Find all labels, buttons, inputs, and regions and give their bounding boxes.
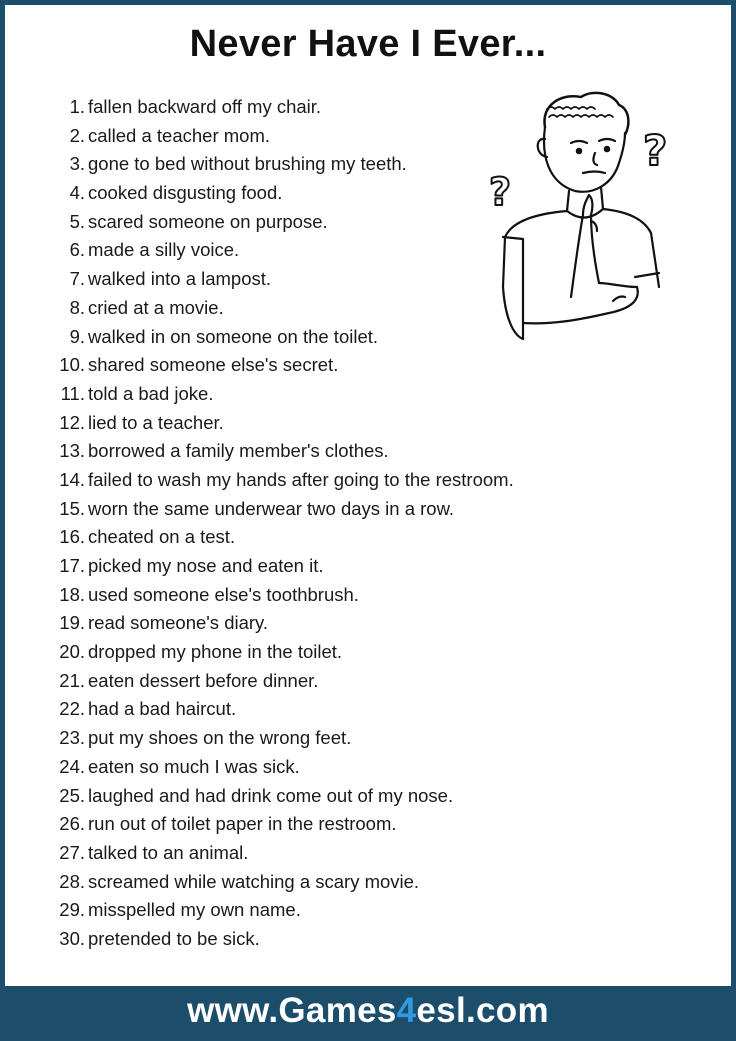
- item-number: 14.: [59, 468, 85, 490]
- item-text: eaten so much I was sick.: [88, 755, 300, 777]
- item-text: cheated on a test.: [88, 526, 236, 548]
- item-text: pretended to be sick.: [88, 927, 260, 949]
- item-number: 21.: [59, 669, 85, 691]
- item-number: 3.: [69, 153, 85, 175]
- item-text: run out of toilet paper in the restroom.: [88, 813, 397, 835]
- list-item: [45, 294, 514, 323]
- item-text: picked my nose and eaten it.: [88, 555, 324, 576]
- item-number: 17.: [59, 555, 85, 576]
- item-number: 10.: [59, 354, 85, 376]
- item-number: 28.: [59, 870, 85, 892]
- item-number: 7.: [69, 268, 85, 290]
- item-number: 2.: [69, 124, 85, 146]
- footer-url-suffix: esl.com: [416, 991, 549, 1030]
- item-text: borrowed a family member's clothes.: [88, 440, 389, 462]
- list-item: [45, 495, 514, 524]
- list-item: [45, 437, 514, 466]
- item-number: 25.: [59, 784, 85, 806]
- item-text: called a teacher mom.: [88, 124, 271, 146]
- statement-list: [45, 93, 514, 954]
- footer-url-accent: 4: [396, 991, 417, 1030]
- list-item: [45, 236, 514, 265]
- item-text: walked in on someone on the toilet.: [88, 325, 379, 347]
- list-item: [45, 351, 514, 380]
- item-number: 13.: [59, 440, 85, 462]
- item-text: used someone else's toothbrush.: [88, 583, 359, 605]
- list-item: [45, 868, 514, 897]
- item-text: gone to bed without brushing my teeth.: [88, 153, 407, 175]
- page-title: Never Have I Ever...: [189, 23, 547, 65]
- thinking-boy-icon: [483, 87, 693, 347]
- item-text: told a bad joke.: [88, 382, 214, 404]
- item-text: shared someone else's secret.: [88, 354, 339, 376]
- item-text: scared someone on purpose.: [88, 210, 328, 232]
- item-text: laughed and had drink come out of my nose.: [88, 784, 454, 806]
- list-item: [45, 380, 514, 409]
- item-text: cooked disgusting food.: [88, 182, 283, 204]
- item-text: dropped my phone in the toilet.: [88, 641, 343, 663]
- list-item: [45, 896, 514, 925]
- item-text: walked into a lampost.: [88, 268, 272, 290]
- item-number: 16.: [59, 526, 85, 548]
- item-number: 12.: [59, 411, 85, 433]
- item-text: misspelled my own name.: [88, 899, 301, 921]
- svg-text:?: ?: [643, 126, 668, 175]
- item-number: 15.: [59, 497, 85, 519]
- list-item: [45, 466, 514, 495]
- list-item: [45, 581, 514, 610]
- item-number: 5.: [69, 210, 85, 232]
- list-item: [45, 753, 514, 782]
- item-number: 4.: [69, 182, 85, 204]
- item-text: read someone's diary.: [88, 612, 269, 634]
- list-item: [45, 93, 514, 122]
- item-number: 18.: [59, 583, 85, 605]
- list-item: [45, 638, 514, 667]
- list-item: [45, 208, 514, 237]
- list-item: [45, 265, 514, 294]
- item-number: 22.: [59, 698, 85, 720]
- list-item: [45, 839, 514, 868]
- item-text: lied to a teacher.: [88, 411, 224, 433]
- item-text: cried at a movie.: [88, 296, 224, 318]
- list-item: [45, 782, 514, 811]
- item-number: 20.: [59, 641, 85, 663]
- list-item: [45, 695, 514, 724]
- list-item: [45, 150, 514, 179]
- list-item: [45, 409, 514, 438]
- item-number: 29.: [59, 899, 85, 921]
- svg-text:?: ?: [489, 170, 512, 214]
- list-item: [45, 179, 514, 208]
- item-text: made a silly voice.: [88, 239, 240, 261]
- list-item: [45, 323, 514, 352]
- item-text: failed to wash my hands after going to the restroom.: [88, 468, 514, 490]
- footer-url-prefix: www.Games: [187, 991, 397, 1030]
- item-text: worn the same underwear two days in a row.: [88, 497, 455, 519]
- item-number: 19.: [59, 612, 85, 634]
- item-number: 9.: [69, 325, 85, 347]
- item-text: had a bad haircut.: [88, 698, 237, 720]
- list-item: [45, 724, 514, 753]
- item-number: 8.: [69, 296, 85, 318]
- item-number: 6.: [69, 239, 85, 261]
- item-number: 23.: [59, 727, 85, 749]
- footer-banner[interactable]: [5, 986, 731, 1036]
- item-number: 24.: [59, 755, 85, 777]
- item-text: put my shoes on the wrong feet.: [88, 727, 352, 749]
- list-item: [45, 552, 514, 581]
- item-text: fallen backward off my chair.: [88, 96, 322, 117]
- item-number: 26.: [59, 813, 85, 835]
- item-text: eaten dessert before dinner.: [88, 669, 319, 691]
- list-item: [45, 609, 514, 638]
- list-item: [45, 667, 514, 696]
- list-item: [45, 925, 514, 954]
- item-number: 27.: [59, 841, 85, 863]
- item-number: 30.: [59, 927, 85, 949]
- list-item: [45, 523, 514, 552]
- list-item: [45, 810, 514, 839]
- item-text: screamed while watching a scary movie.: [88, 870, 420, 892]
- list-item: [45, 122, 514, 151]
- item-text: talked to an animal.: [88, 841, 249, 863]
- item-number: 1.: [69, 96, 85, 117]
- item-number: 11.: [60, 382, 85, 404]
